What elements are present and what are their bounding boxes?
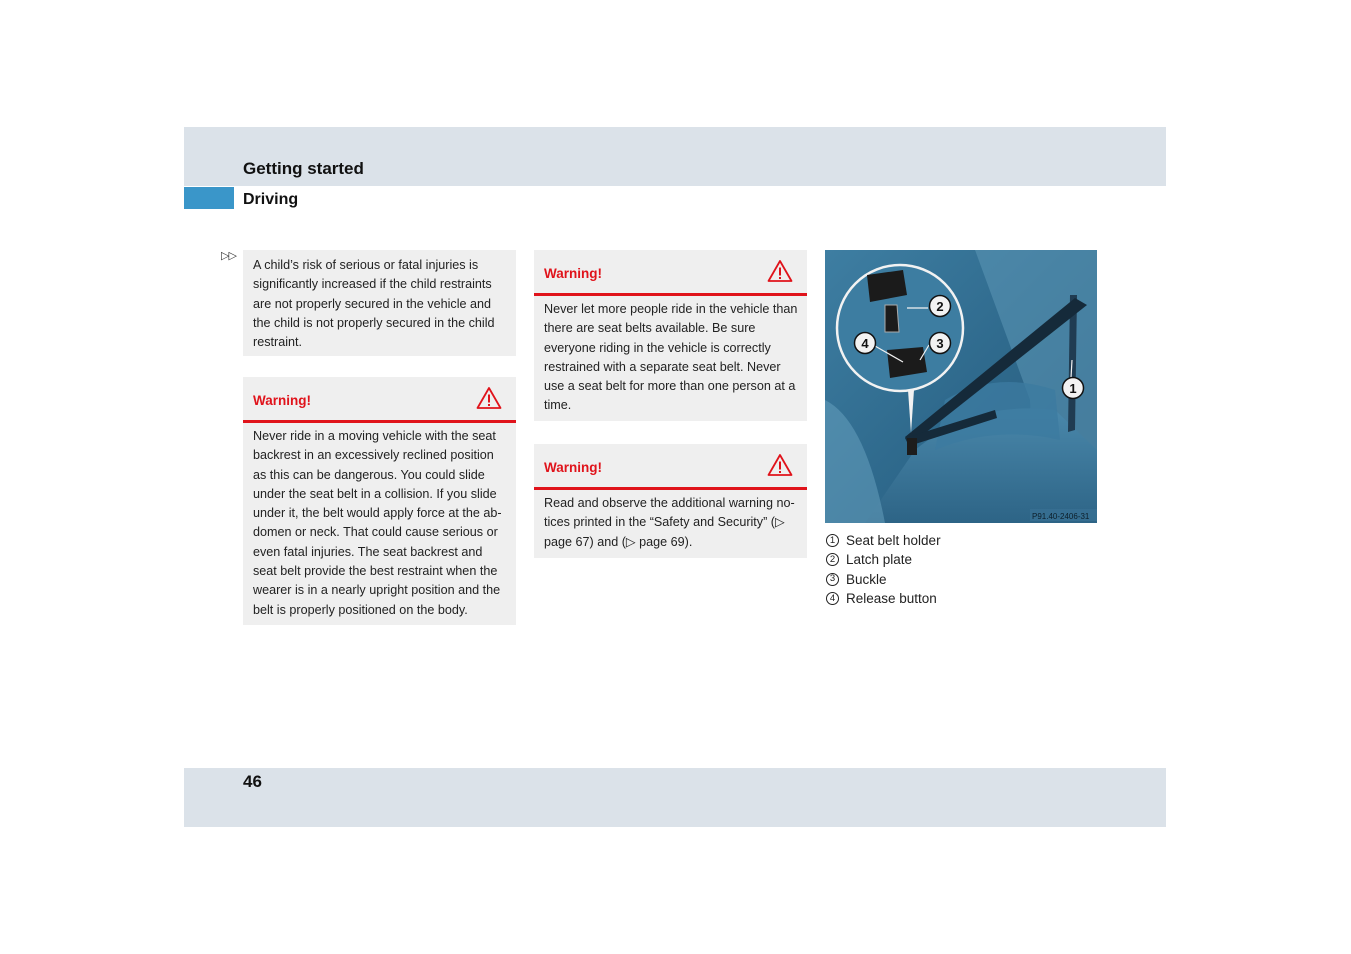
seat-belt-illustration	[825, 250, 1097, 523]
legend-item	[826, 589, 941, 608]
image-code: P91.40-2406-31	[1032, 512, 1090, 521]
footer-band	[184, 768, 1166, 827]
callout-1	[1063, 378, 1084, 399]
legend-number-3: 3	[826, 573, 839, 586]
intro-box	[243, 250, 516, 356]
section-title: Getting started	[243, 159, 364, 178]
legend-number-4: 4	[826, 592, 839, 605]
warning-title: Warning!	[253, 393, 311, 408]
callout-3	[930, 333, 951, 354]
svg-text:4: 4	[861, 336, 869, 351]
warning-box-seat-belt-count	[534, 250, 807, 421]
continued-marker: ▷▷	[221, 250, 236, 262]
warning-triangle-icon	[767, 259, 793, 283]
legend-item	[826, 531, 941, 550]
intro-text: A child’s risk of serious or fatal injuries is significantly increased if the child restraints are not properly secured in the vehicle and the child is not properly secured in the child restraint.	[253, 258, 495, 350]
legend-label: Seat belt holder	[846, 533, 941, 548]
warning-header	[534, 250, 807, 296]
page-number: 46	[243, 772, 262, 791]
warning-header	[534, 444, 807, 490]
warning-title: Warning!	[544, 460, 602, 475]
legend-number-1: 1	[826, 534, 839, 547]
warning-text: Never ride in a moving vehicle with the seat backrest in an excessively reclined position as this can be dangerous. You could slide under the seat belt in a collision. If you slide under it, the belt would apply force at the ab-domen or neck. That could cause serious or even fatal injuries. The seat backrest and seat belt provide the best restraint when the wearer is in a nearly upright position and the belt is properly positioned on the body.	[253, 429, 502, 617]
subsection-title: Driving	[243, 191, 299, 208]
svg-text:2: 2	[936, 299, 944, 314]
warning-triangle-icon	[767, 453, 793, 477]
warning-box-additional-notices	[534, 444, 807, 558]
warning-box-reclined-seat	[243, 377, 516, 625]
warning-triangle-icon	[476, 386, 502, 410]
warning-header	[243, 377, 516, 423]
legend-item	[826, 550, 941, 569]
legend-item	[826, 570, 941, 589]
section-tab-marker	[184, 187, 234, 209]
svg-text:1: 1	[1069, 381, 1077, 396]
svg-text:3: 3	[936, 336, 944, 351]
figure-legend	[826, 531, 941, 608]
callout-4	[855, 333, 876, 354]
callout-2	[930, 296, 951, 317]
warning-text: Read and observe the additional warning no-tices printed in the “Safety and Security” (▷ page 67) and (▷ page 69).	[544, 496, 795, 549]
warning-title: Warning!	[544, 266, 602, 281]
legend-label: Buckle	[846, 571, 887, 587]
warning-text: Never let more people ride in the vehicle than there are seat belts available. Be sure everyone riding in the vehicle is correctly restrained with a separate seat belt. Never use a seat belt for more than one person at a time.	[544, 302, 798, 413]
seat-belt-photo-image	[825, 250, 1097, 523]
legend-number-2: 2	[826, 553, 839, 566]
legend-label: Release button	[846, 590, 937, 606]
legend-label: Latch plate	[846, 552, 913, 568]
